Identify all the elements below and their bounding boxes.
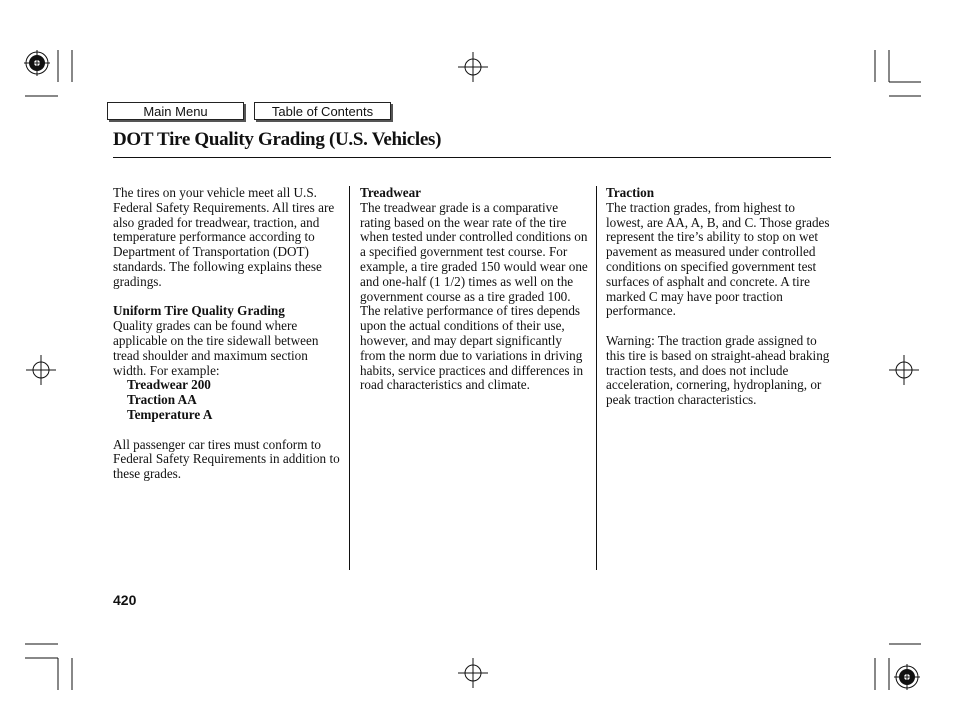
page-title: DOT Tire Quality Grading (U.S. Vehicles) xyxy=(113,129,442,150)
example-traction: Traction AA xyxy=(127,392,197,408)
column-intro xyxy=(113,186,341,482)
page-number: 420 xyxy=(113,592,137,608)
table-of-contents-button[interactable]: Table of Contents xyxy=(254,102,391,120)
treadwear-heading: Treadwear xyxy=(360,185,422,200)
example-treadwear: Treadwear 200 xyxy=(127,377,211,393)
column-treadwear xyxy=(360,186,590,393)
uniform-grading-heading: Uniform Tire Quality Grading xyxy=(113,303,285,319)
traction-warning: Warning: The traction grade assigned to this tire is based on straight-ahead braking traction tests, and does not include acceleration, cornering, hydroplaning, or peak traction characteristics. xyxy=(606,332,830,408)
example-temperature: Temperature A xyxy=(127,406,213,422)
main-menu-button[interactable]: Main Menu xyxy=(107,102,244,120)
treadwear-body: The treadwear grade is a comparative rating based on the wear rate of the tire when tested under controlled conditions on a specified government test course. For example, a tire graded 150 would wear one and one-half (1 1/2) times as well on the government course as a tire graded 100. The relative performance of tires depends upon the actual conditions of their use, however, and may depart significantly from the norm due to variations in driving habits, service practices and differences in road characteristics and climate. xyxy=(360,199,588,393)
closing-paragraph: All passenger car tires must conform to Federal Safety Requirements in addition to these grades. xyxy=(113,436,340,482)
intro-paragraph: The tires on your vehicle meet all U.S. Federal Safety Requirements. All tires are also graded for treadwear, traction, and temperature performance according to Department of Transportation (DOT) standards. The following explains these gradings. xyxy=(113,185,335,289)
column-divider xyxy=(349,186,350,570)
traction-body: The traction grades, from highest to lowest, are AA, A, B, and C. Those grades represent the tire’s ability to stop on wet pavement as measured under controlled conditions on specified government test surfaces of asphalt and concrete. A tire marked C may have poor traction performance. xyxy=(606,199,830,319)
traction-heading: Traction xyxy=(606,185,655,200)
uniform-grading-body: Quality grades can be found where applicable on the tire sidewall between tread shoulder and maximum section width. For example: xyxy=(113,318,319,378)
title-divider xyxy=(113,157,831,158)
column-divider xyxy=(596,186,597,570)
column-traction xyxy=(606,186,834,408)
